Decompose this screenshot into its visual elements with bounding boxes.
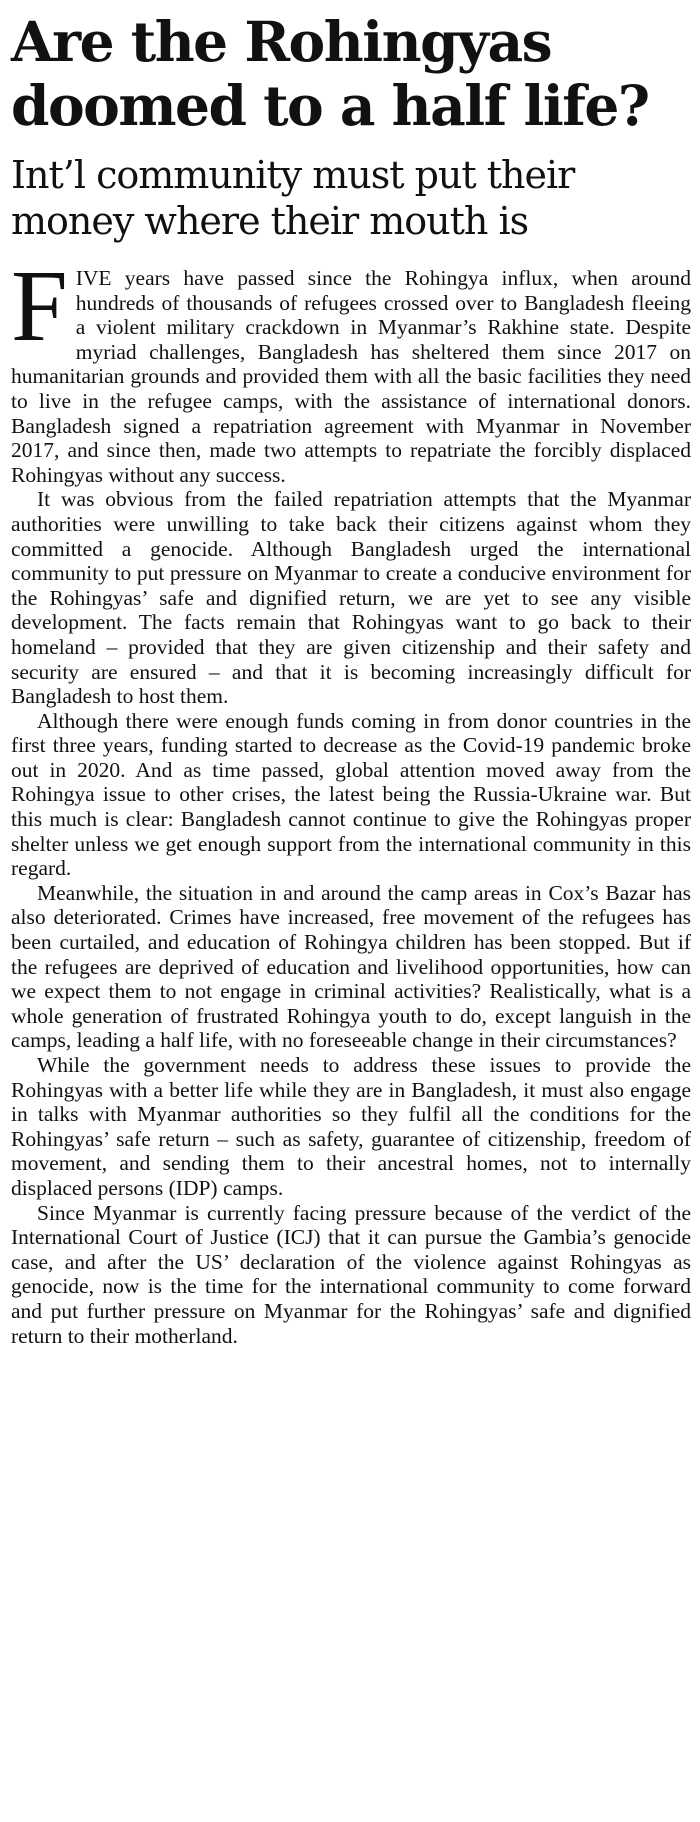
article-paragraph-3: Although there were enough funds coming in from donor countries in the first three years, funding started to decrease as the Covid-19 pandemic broke out in 2020. And as time passed, global attention moved away from the Rohingya issue to other crises, the latest being the Russia-Ukraine war. But this much is clear: Bangladesh cannot continue to give the Rohingyas proper shelter unless we get enough support from the international community in this regard. xyxy=(11,708,691,881)
article-paragraph-2: It was obvious from the failed repatriation attempts that the Myanmar authorities were unwilling to take back their citizens against whom they committed a genocide. Although Bangladesh urged the international community to put pressure on Myanmar to create a conducive environment for the Rohingyas’ safe and dignified return, we are yet to see any visible development. The facts remain that Rohingyas want to go back to their homeland – provided that they are given citizenship and their safety and security are ensured – and that it is becoming increasingly difficult for Bangladesh to host them. xyxy=(11,487,691,709)
subheadline: Int’l community must put their money where their mouth is xyxy=(11,153,575,243)
article-paragraph-5: While the government needs to address these issues to provide the Rohingyas with a better life while they are in Bangladesh, it must also engage in talks with Myanmar authorities so they fulfil all the conditions for the Rohingyas’ safe return – such as safety, guarantee of citizenship, freedom of movement, and sending them to their ancestral homes, not to internally displaced persons (IDP) camps. xyxy=(11,1053,691,1200)
headline: Are the Rohingyas doomed to a half life? xyxy=(11,9,649,138)
article-paragraph-4: Meanwhile, the situation in and around the camp areas in Cox’s Bazar has also deteriorated. Crimes have increased, free movement of the refugees has been curtailed, and education of Rohingya children has been stopped. But if the refugees are deprived of education and livelihood opportunities, how can we expect them to not engage in criminal activities? Realistically, what is a whole generation of frustrated Rohingya youth to do, except languish in the camps, leading a half life, with no foreseeable change in their circumstances? xyxy=(11,880,691,1053)
editorial-article xyxy=(11,10,691,1348)
drop-cap: F xyxy=(11,250,68,363)
article-paragraph-1 xyxy=(11,250,691,487)
article-body xyxy=(11,250,691,1348)
article-paragraph-6: Since Myanmar is currently facing pressure because of the verdict of the International Court of Justice (ICJ) that it can pursue the Gambia’s genocide case, and after the US’ declaration of the violence against Rohingyas as genocide, now is the time for the international community to come forward and put further pressure on Myanmar for the Rohingyas’ safe and dignified return to their motherland. xyxy=(11,1200,691,1348)
paragraph-1-text: IVE years have passed since the Rohingya influx, when around hundreds of thousands of refugees crossed over to Bangladesh fleeing a violent military crackdown in Myanmar’s Rakhine state. Despite myriad challenges, Bangladesh has sheltered them since 2017 on humanitarian grounds and provided them with all the basic facilities they need to live in the refugee camps, with the assistance of international donors. Bangladesh signed a repatriation agreement with Myanmar in November 2017, and since then, made two attempts to repatriate the forcibly displaced Rohingyas without any success. xyxy=(11,266,691,487)
